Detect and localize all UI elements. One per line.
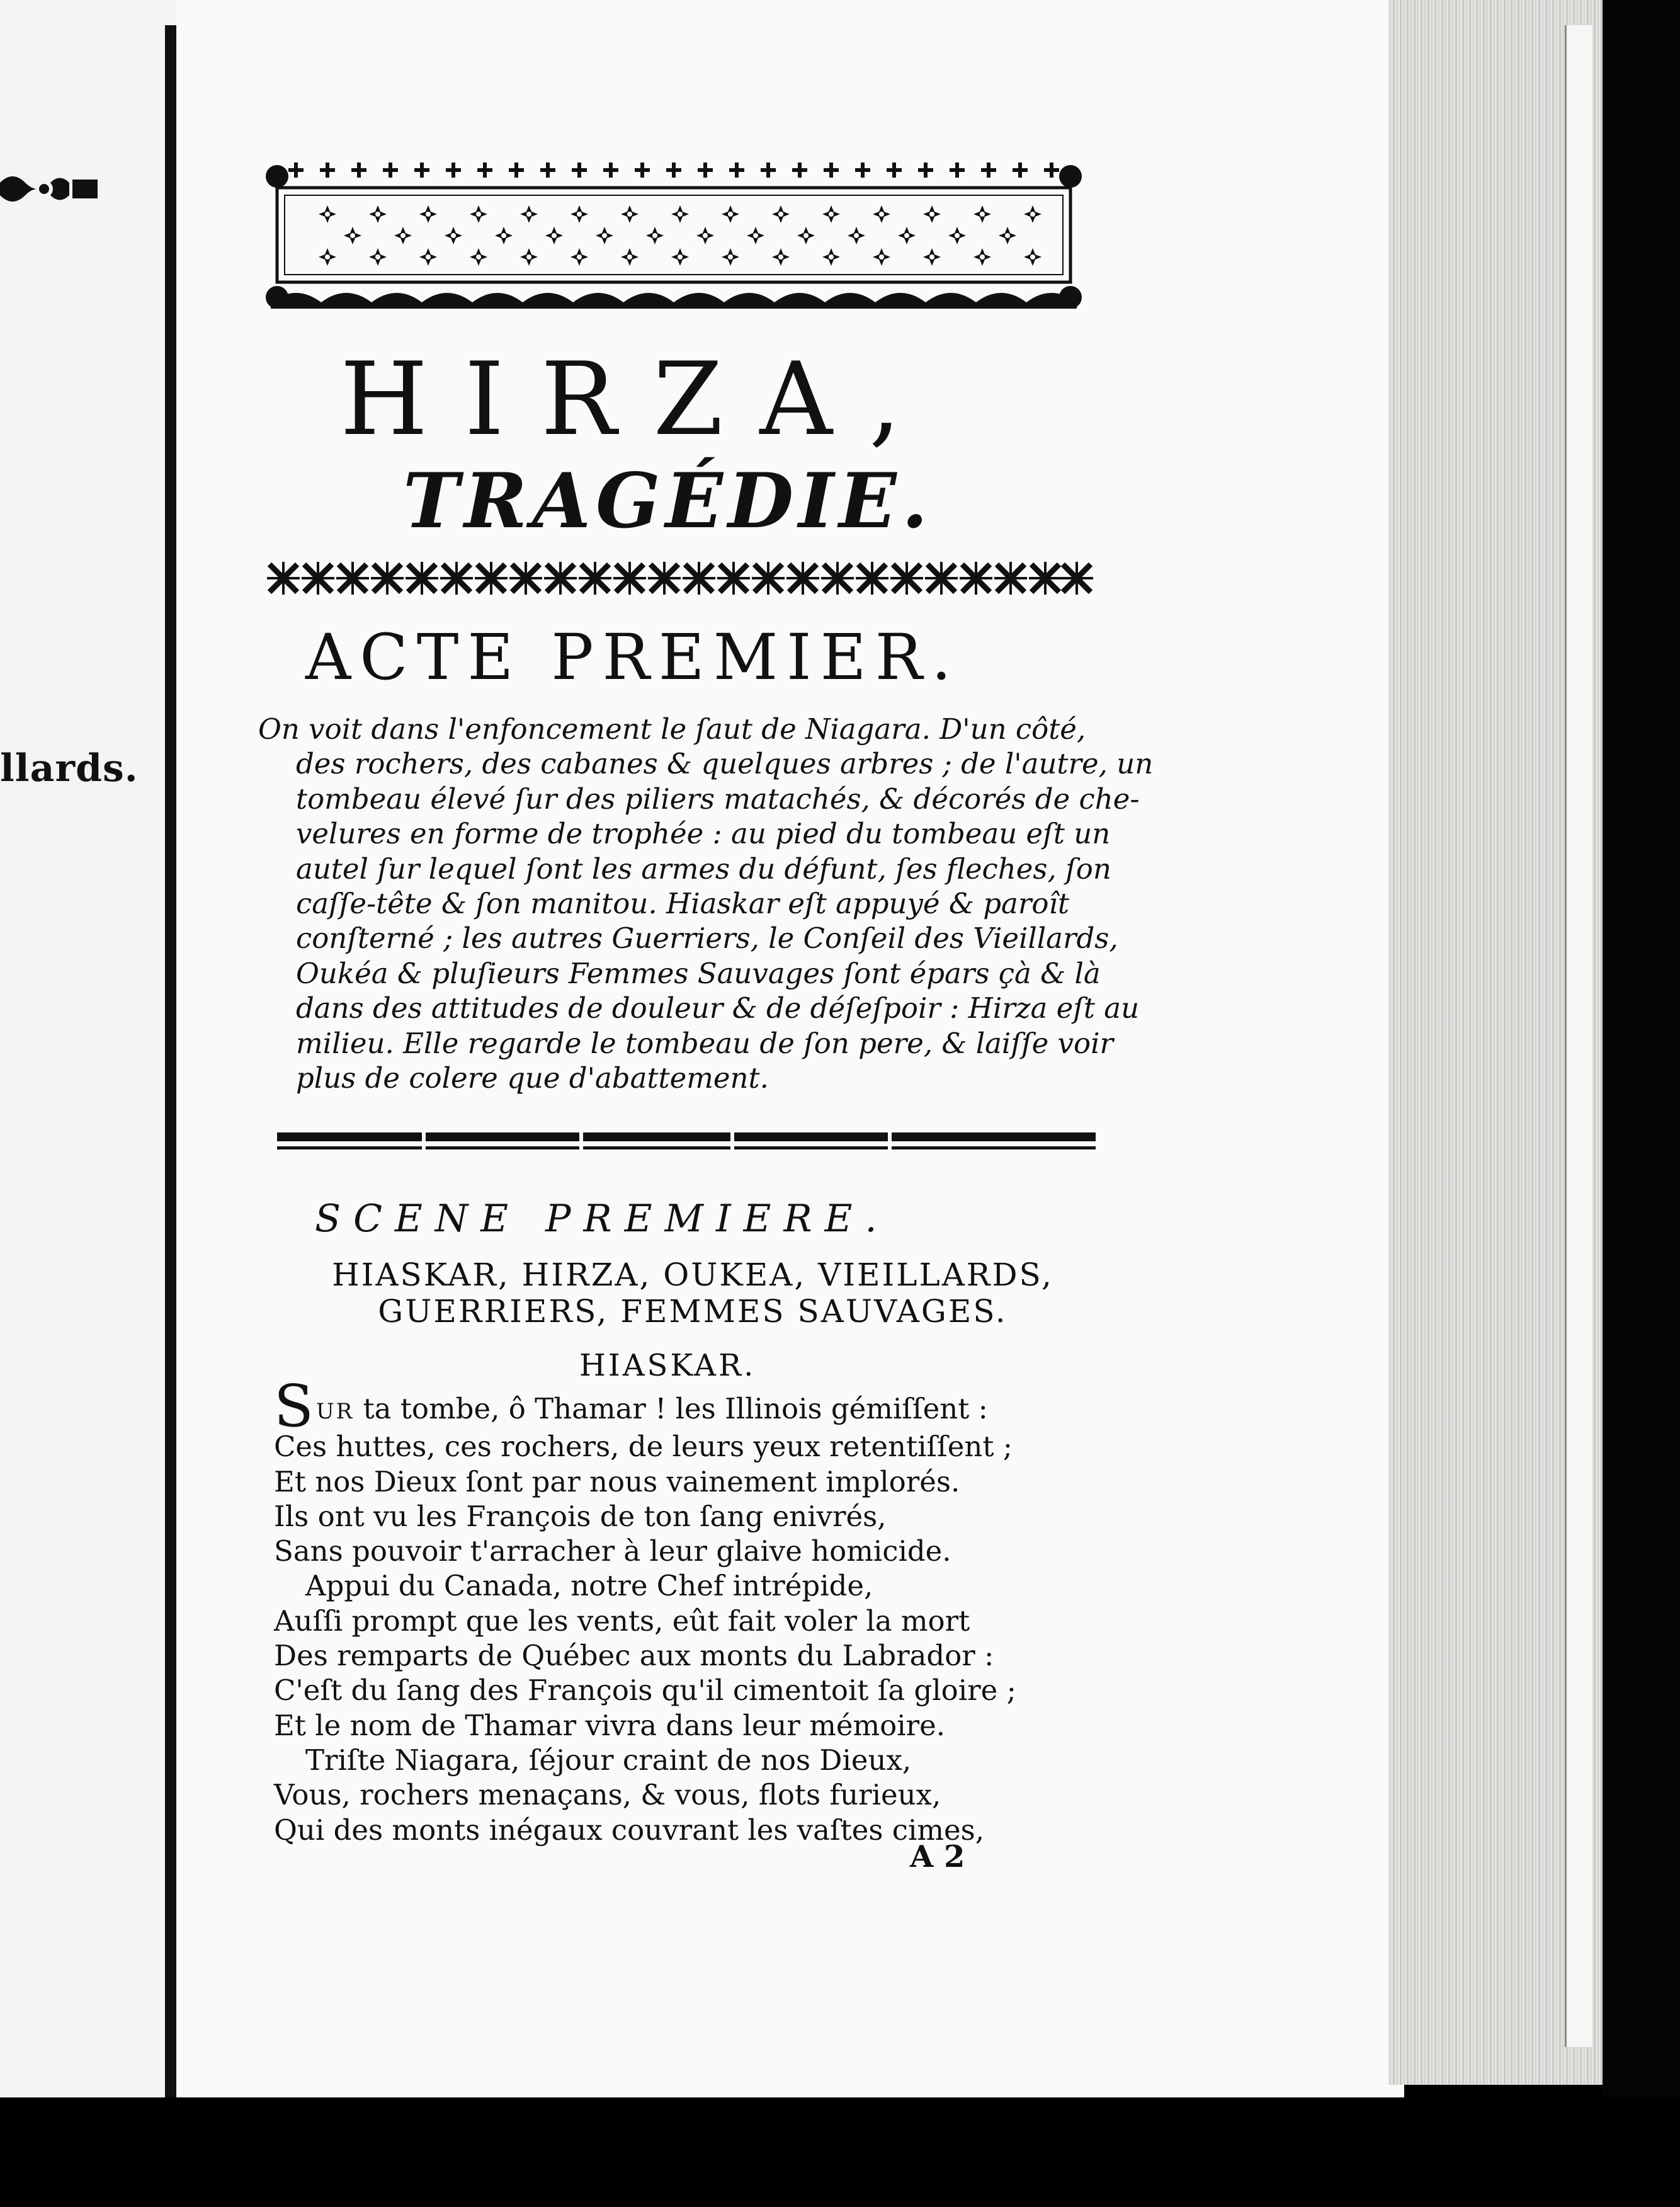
verse-line: Sans pouvoir t'arracher à leur glaive homicide. — [274, 1534, 951, 1568]
stage-direction-line: velures en forme de trophée : au pied du tombeau eſt un — [296, 817, 1111, 851]
verse-line: Ces huttes, ces rochers, de leurs yeux retentiſſent ; — [274, 1430, 1013, 1464]
character-list-line: HIASKAR, HIRZA, OUKEA, VIEILLARDS, — [332, 1257, 1053, 1293]
speaker-name: HIASKAR. — [579, 1348, 756, 1383]
verse-line: Et nos Dieux ſont par nous vainement implorés. — [274, 1464, 960, 1498]
verse-line: Et le nom de Thamar vivra dans leur mémoire. — [274, 1708, 946, 1742]
page-edges — [1388, 0, 1606, 2085]
background-shadow — [1603, 0, 1680, 2207]
character-list — [271, 1257, 1115, 1330]
verse-line: Appui du Canada, notre Chef intrépide, — [305, 1569, 873, 1603]
star-ornament-rule — [264, 553, 1096, 603]
act-title: ACTE PREMIER. — [305, 620, 960, 694]
stage-direction-line: milieu. Elle regarde le tombeau de ſon pere, & laiſſe voir — [296, 1026, 1113, 1060]
headpiece-ornament — [258, 157, 1089, 315]
stage-direction-line: conſterné ; les autres Guerriers, le Conſeil des Vieillards, — [296, 921, 1118, 955]
title-main: HIRZA, — [340, 340, 938, 458]
verse-line: Vous, rochers menaçans, & vous, flots furieux, — [274, 1778, 941, 1812]
verse-line — [274, 1372, 1130, 1440]
stage-direction-line: autel ſur lequel ſont les armes du défunt, ſes fleches, ſon — [296, 852, 1111, 886]
stage-direction-line: plus de colere que d'abattement. — [296, 1061, 769, 1095]
stage-direction-line: des rochers, des cabanes & quelques arbres ; de l'autre, un — [296, 747, 1154, 781]
verse-line: Auſſi prompt que les vents, eût fait voler la mort — [274, 1604, 970, 1638]
stage-direction-line: Oukéa & pluſieurs Femmes Sauvages ſont épars çà & là — [296, 956, 1101, 990]
verse-text: ta tombe, ô Thamar ! les Illinois gémiſſent : — [354, 1392, 988, 1425]
left-page-text-fragment: llards. — [0, 746, 139, 790]
double-bar-rule — [277, 1127, 1096, 1165]
title-subtitle: TRAGÉDIE. — [403, 457, 933, 545]
page-signature: A 2 — [910, 1839, 965, 1874]
stage-direction-line: dans des attitudes de douleur & de déſeſpoir : Hirza eſt au — [296, 991, 1140, 1025]
stage-directions — [258, 712, 1154, 1095]
stage-direction-line: caſſe-tête & ſon manitou. Hiaskar eſt appuyé & paroît — [296, 887, 1069, 921]
stage-direction-line: tombeau élevé ſur des piliers matachés, & décorés de che- — [296, 782, 1140, 816]
scene-title: SCENE PREMIERE. — [315, 1197, 890, 1241]
verse-smallcaps: UR — [316, 1399, 355, 1424]
stage-direction-line: On voit dans l'enfoncement le ſaut de Niagara. D'un côté, — [258, 712, 1086, 746]
character-list-line: GUERRIERS, FEMMES SAUVAGES. — [378, 1293, 1007, 1330]
bottom-shadow — [0, 2097, 1680, 2207]
verse-line: Triſte Niagara, ſéjour craint de nos Dieux, — [305, 1743, 912, 1777]
verse-block — [274, 1372, 1130, 1847]
verse-line: Ils ont vu les François de ton ſang enivrés, — [274, 1499, 887, 1533]
left-ornament-fragment — [0, 164, 101, 214]
book-gutter — [165, 25, 176, 2097]
drop-cap: S — [274, 1372, 314, 1440]
verse-line: Des remparts de Québec aux monts du Labrador : — [274, 1639, 994, 1673]
verse-line: Qui des monts inégaux couvrant les vaſtes cimes, — [274, 1813, 985, 1847]
verse-line: C'eſt du ſang des François qu'il cimentoit ſa gloire ; — [274, 1674, 1016, 1708]
